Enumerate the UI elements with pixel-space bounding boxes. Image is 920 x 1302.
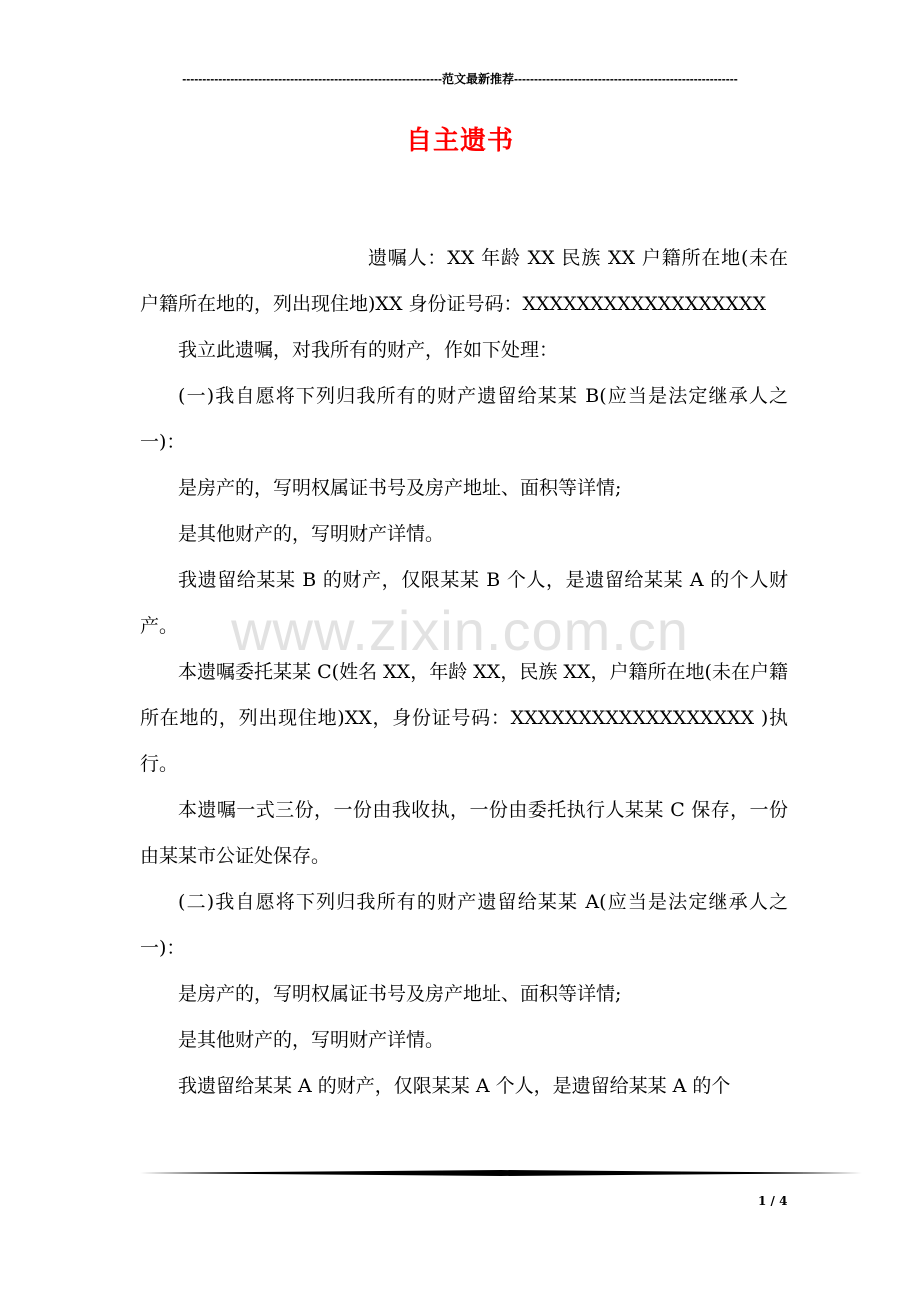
body-paragraph: 本遗嘱一式三份，一份由我收执，一份由委托执行人某某 C 保存，一份由某某市公证处保存。	[140, 799, 788, 867]
page-number: 1 / 4	[758, 1194, 788, 1208]
body-paragraph: 我立此遗嘱，对我所有的财产，作如下处理：	[178, 339, 559, 361]
body-paragraph: (一)我自愿将下列归我所有的财产遗留给某某 B(应当是法定继承人之一)：	[140, 385, 788, 453]
body-paragraph: 是其他财产的，写明财产详情。	[178, 523, 445, 545]
body-paragraph: (二)我自愿将下列归我所有的财产遗留给某某 A(应当是法定继承人之一)：	[140, 891, 788, 959]
body-paragraph: 我遗留给某某 B 的财产，仅限某某 B 个人，是遗留给某某 A 的个人财产。	[140, 569, 788, 637]
body-paragraph: 本遗嘱委托某某 C(姓名 XX，年龄 XX，民族 XX，户籍所在地(未在户籍所在地的，列出现住地)XX，身份证号码：XXXXXXXXXXXXXXXXXX )执行。	[140, 661, 788, 775]
page-header: -----------------------------------------------------------------范文最新推荐--------------------------------------------------------	[182, 72, 738, 86]
document-title: 自主遗书	[405, 126, 514, 156]
body-paragraph: 是其他财产的，写明财产详情。	[178, 1029, 445, 1051]
document-body	[140, 235, 788, 1109]
testator-info-paragraph: 遗嘱人：XX 年龄 XX 民族 XX 户籍所在地(未在户籍所在地的，列出现住地)XX 身份证号码：XXXXXXXXXXXXXXXXXX	[140, 247, 788, 315]
watermark: www.zixin.com.cn	[231, 599, 689, 662]
body-paragraph: 我遗留给某某 A 的财产，仅限某某 A 个人，是遗留给某某 A 的个	[178, 1075, 731, 1097]
body-paragraph: 是房产的，写明权属证书号及房产地址、面积等详情;	[178, 983, 622, 1005]
footer-divider	[140, 1170, 862, 1176]
body-paragraph: 是房产的，写明权属证书号及房产地址、面积等详情;	[178, 477, 622, 499]
